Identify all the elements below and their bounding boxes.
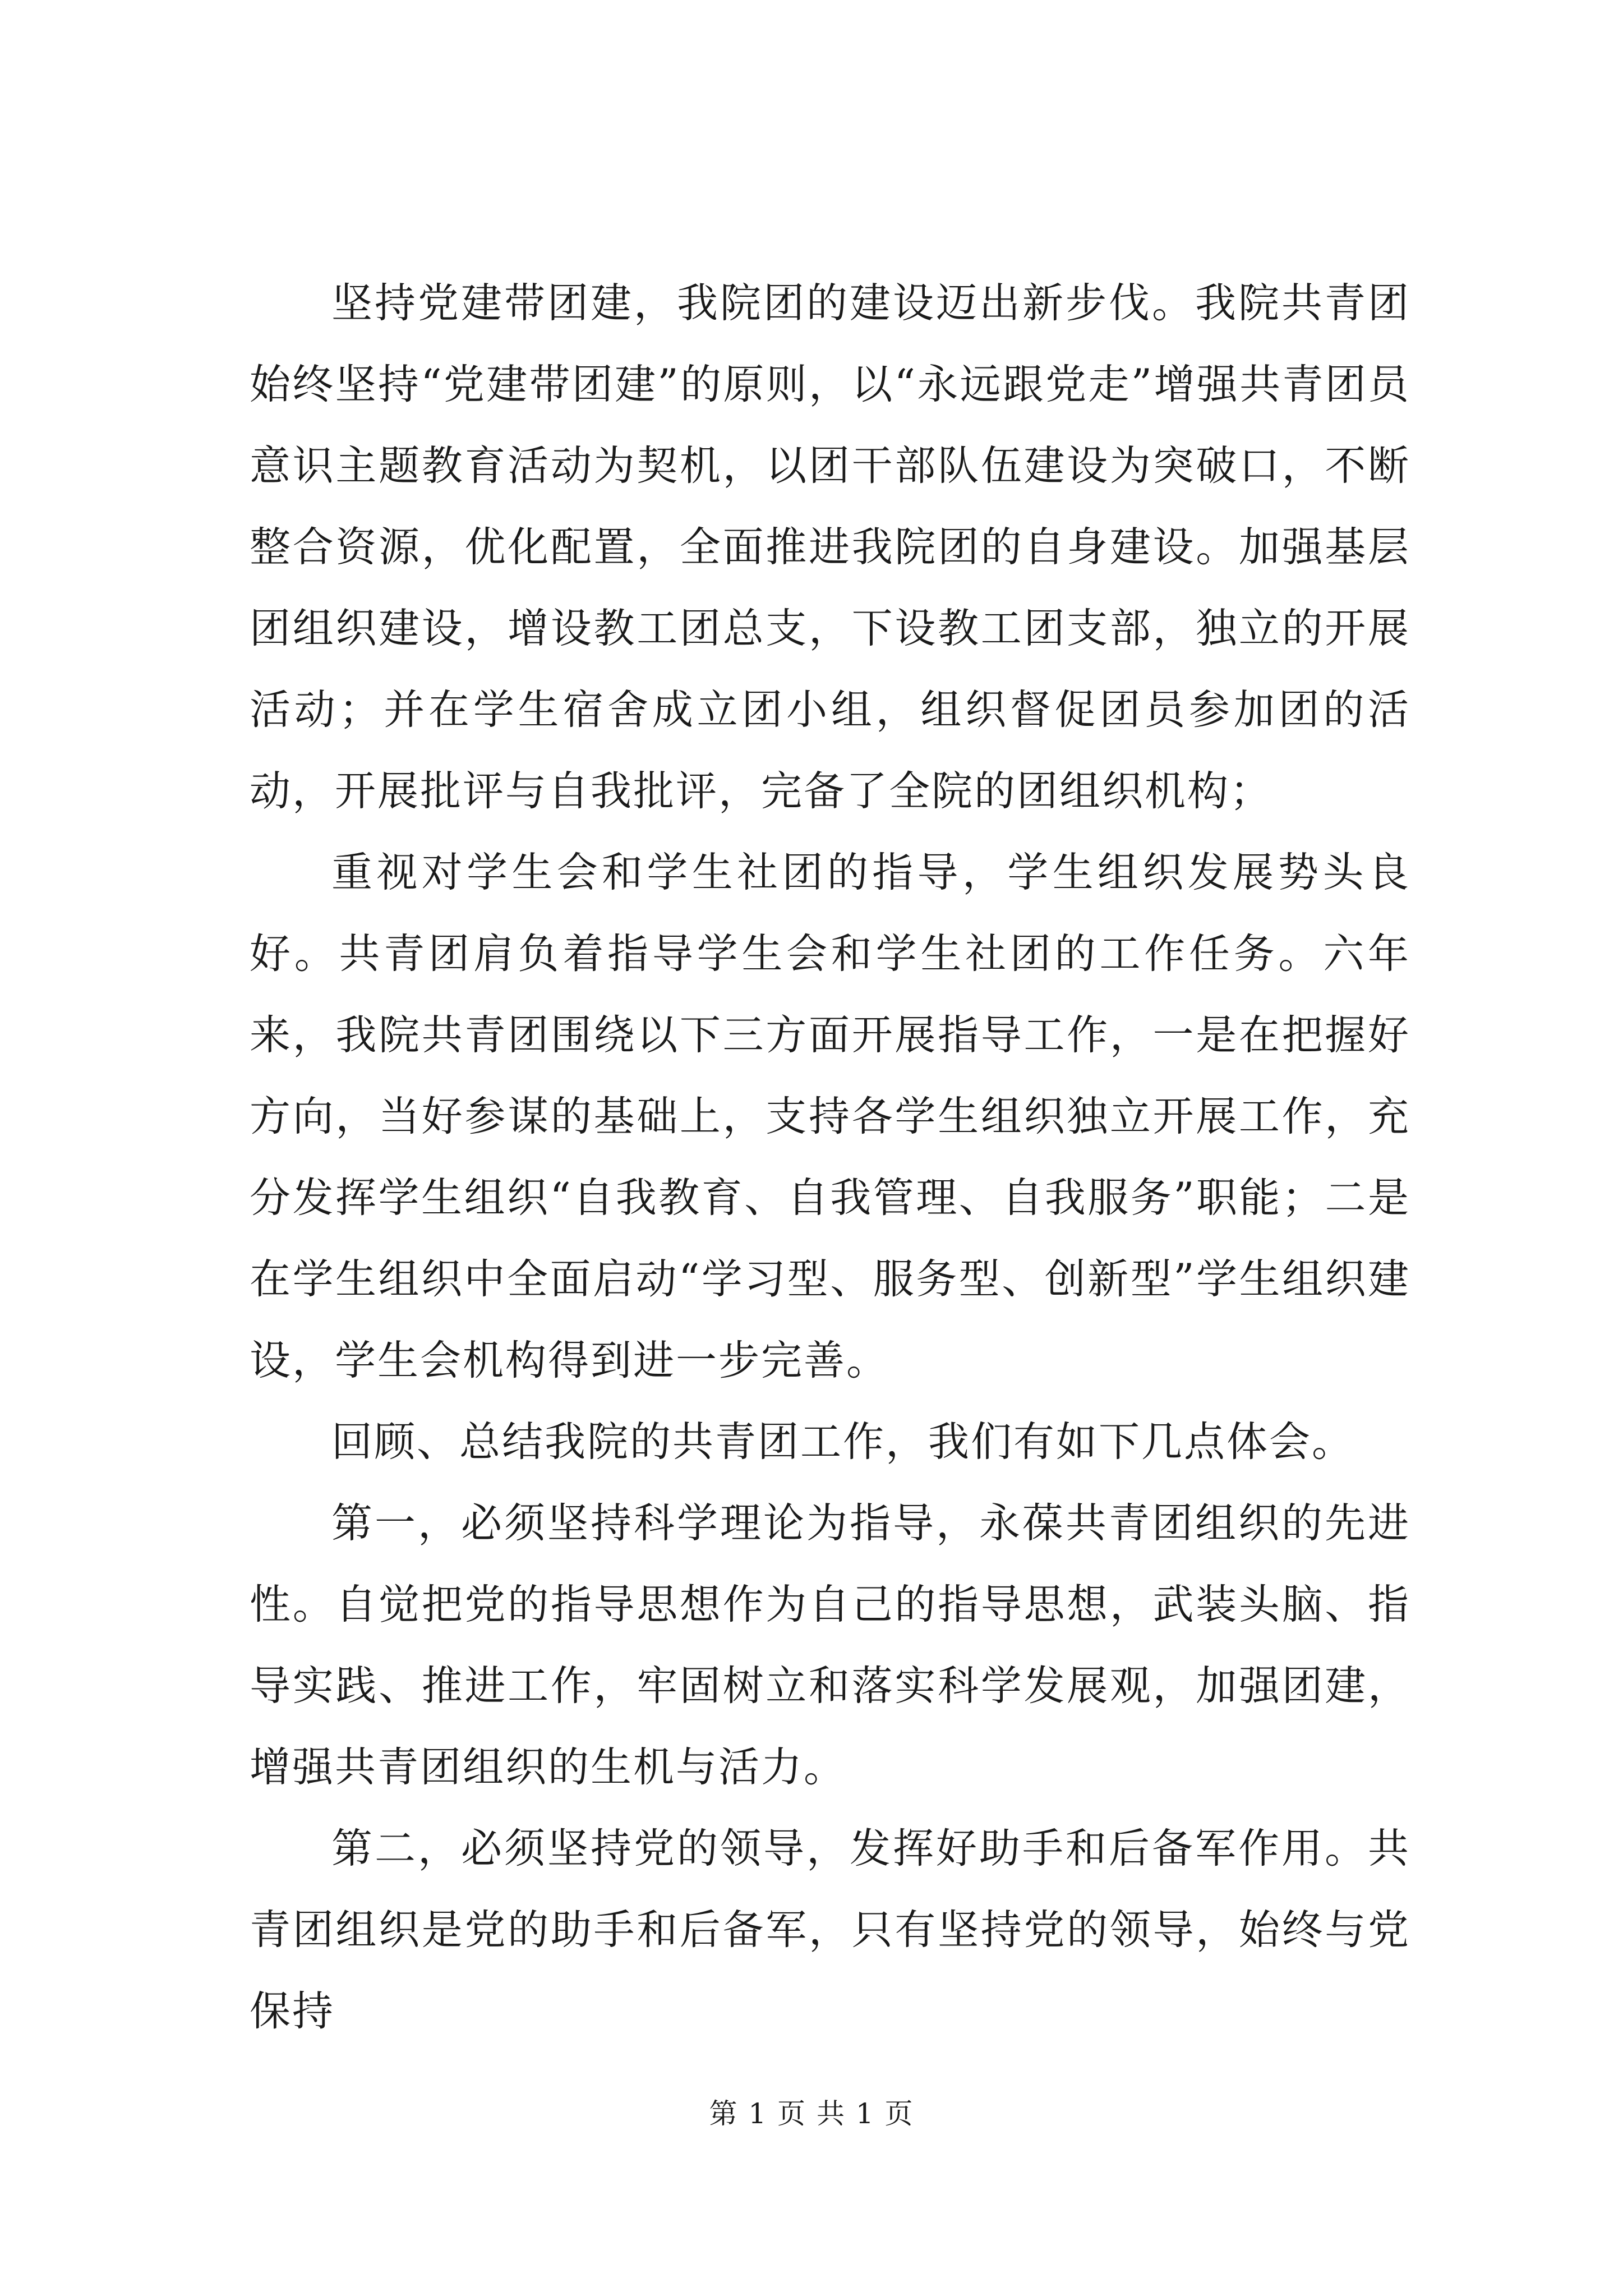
paragraph-party-building: 坚持党建带团建，我院团的建设迈出新步伐。我院共青团始终坚持“党建带团建”的原则，以“永远跟党走”增强共青团员意识主题教育活动为契机，以团干部队伍建设为突破口，不断整合资源，优化配置，全面推进我院团的自身建设。加强基层团组织建设，增设教工团总支，下设教工团支部，独立的开展活动；并在学生宿舍成立团小组，组织督促团员参加团的活动，开展批评与自我批评，完备了全院的团组织机构； — [250, 279, 1410, 815]
paragraph-first-point: 第一，必须坚持科学理论为指导，永葆共青团组织的先进性。自觉把党的指导思想作为自己的指导思想，武装头脑、指导实践、推进工作，牢固树立和落实科学发展观，加强团建，增强共青团组织的生机与活力。 — [250, 1499, 1410, 1791]
page-number-indicator: 第 1 页 共 1 页 — [709, 2097, 914, 2130]
paragraph-student-organizations: 重视对学生会和学生社团的指导，学生组织发展势头良好。共青团肩负着指导学生会和学生社团的工作任务。六年来，我院共青团围绕以下三方面开展指导工作，一是在把握好方向，当好参谋的基础上，支持各学生组织独立开展工作，充分发挥学生组织“自我教育、自我管理、自我服务”职能；二是在学生组织中全面启动“学习型、服务型、创新型”学生组织建设，学生会机构得到进一步完善。 — [250, 849, 1410, 1384]
page-footer — [0, 2094, 1623, 2133]
document-body — [250, 263, 1410, 2052]
paragraph-review-summary: 回顾、总结我院的共青团工作，我们有如下几点体会。 — [331, 1418, 1354, 1466]
paragraph-second-point: 第二，必须坚持党的领导，发挥好助手和后备军作用。共青团组织是党的助手和后备军，只有坚持党的领导，始终与党保持 — [250, 1825, 1410, 2035]
